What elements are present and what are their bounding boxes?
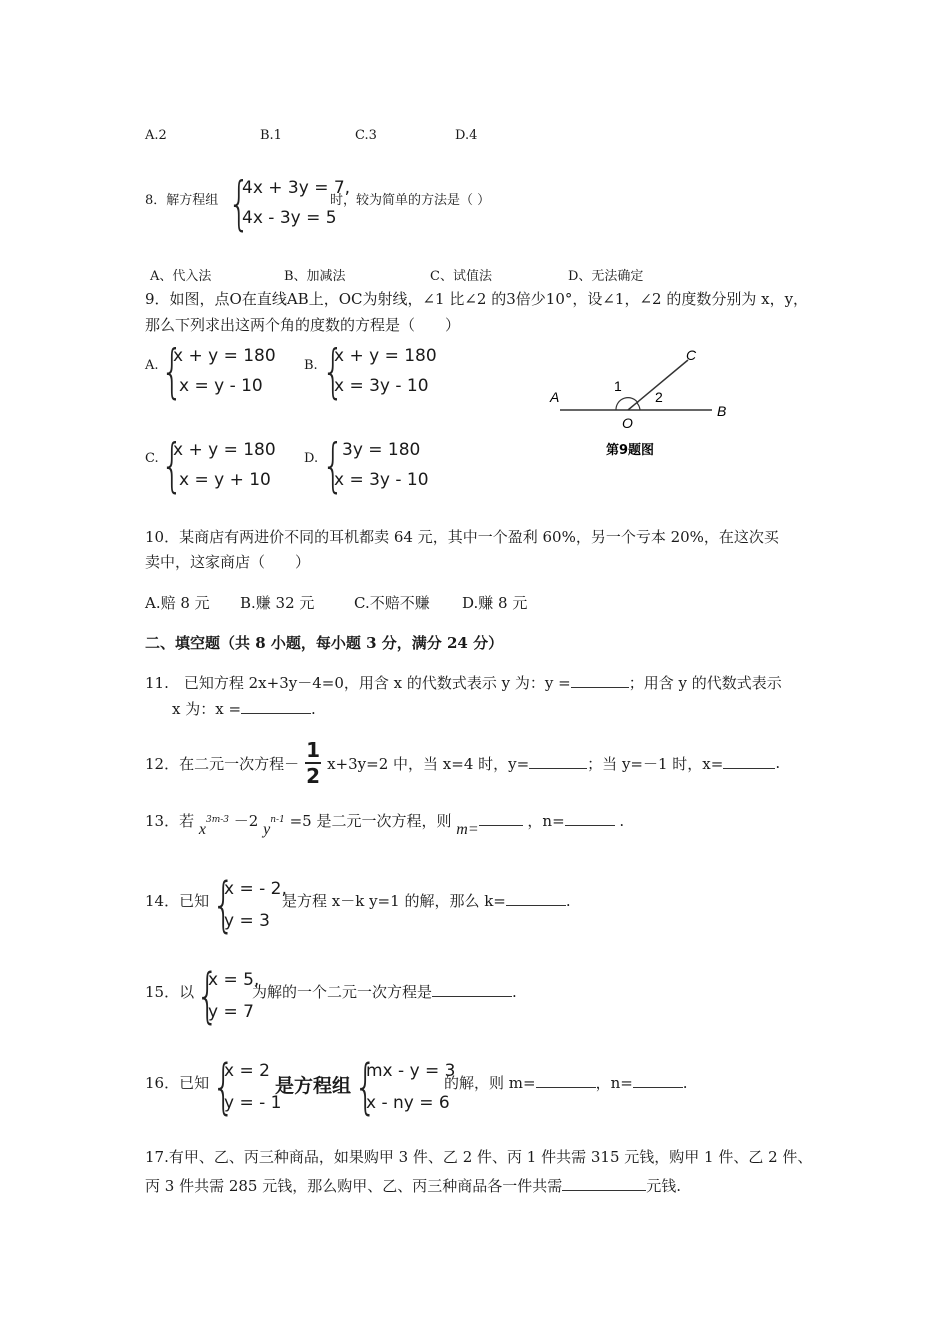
- q16-post: 的解，则 m=: [444, 1074, 536, 1092]
- q15-system: { x = 5, y = 7: [196, 961, 260, 1031]
- q9-c-eq2: x = y + 10: [179, 470, 271, 490]
- q16-eq2: y = - 1: [224, 1093, 282, 1113]
- q10-option-c: C.不赔不赚: [354, 594, 430, 612]
- q17-blank[interactable]: [562, 1190, 646, 1191]
- q13-end: .: [619, 812, 625, 830]
- q14-pre: 14．已知: [145, 892, 210, 910]
- label-b: B: [717, 403, 727, 419]
- q7-option-b: B.1: [260, 128, 282, 143]
- q17-end: 元钱.: [646, 1177, 682, 1195]
- q12-end: .: [775, 754, 781, 772]
- q14-end: .: [565, 892, 571, 910]
- q13-x-exponent: 3m-3: [205, 815, 230, 825]
- q15-end: .: [512, 983, 517, 1001]
- q16-pre: 16．已知: [145, 1074, 210, 1092]
- section-2-title: 二、填空题（共 8 小题，每小题 3 分，满分 24 分）: [145, 634, 504, 652]
- q9-b-eq1: x + y = 180: [334, 346, 437, 366]
- q13-n: ，n=: [527, 812, 565, 830]
- q15-post: 为解的一个二元一次方程是: [252, 983, 433, 1001]
- q12-numerator: 1: [306, 738, 321, 762]
- q12: [145, 740, 780, 786]
- q10-line1: 10．某商店有两进价不同的耳机都卖 64 元，其中一个盈利 60%，另一个亏本 20%，在这次买: [145, 528, 779, 546]
- q13: [145, 810, 625, 838]
- q15-line: [252, 981, 517, 1002]
- q8-option-a: A、代入法: [150, 269, 212, 284]
- q9-option-b-label: B.: [304, 358, 318, 373]
- q9-line2: 那么下列求出这两个角的度数的方程是（ ）: [145, 316, 461, 334]
- q16-eq4: x - ny = 6: [366, 1093, 450, 1113]
- q17-line2: [145, 1175, 681, 1196]
- q12-mid: ；当 y=－1 时，x=: [587, 754, 724, 773]
- q9-line1: 9．如图，点O在直线AB上，OC为射线，∠1 比∠2 的3倍少10°，设∠1，∠2 的度数分别为 x，y，: [145, 290, 809, 308]
- q16-mid: 是方程组: [275, 1075, 352, 1097]
- q13-x: x: [198, 821, 206, 838]
- label-angle-1: 1: [614, 378, 622, 394]
- q9-a-eq1: x + y = 180: [173, 346, 276, 366]
- q11-blank-x[interactable]: [241, 713, 311, 714]
- q12-post: x+3y=2 中，当 x=4 时，y=: [327, 754, 530, 773]
- angle-2-arc: [637, 403, 640, 410]
- q17-text: 丙 3 件共需 285 元钱，那么购甲、乙、丙三种商品各一件共需: [145, 1177, 563, 1195]
- q9-option-a-label: A.: [145, 358, 159, 373]
- q9-d-eq2: x = 3y - 10: [334, 470, 429, 490]
- q11-text2: x 为：x =: [172, 700, 242, 718]
- q11-line1: [145, 672, 782, 693]
- q12-blank-x[interactable]: [723, 768, 775, 769]
- q9-option-d-system: { 3y = 180 x = 3y - 10: [322, 431, 429, 499]
- q9-option-c-system: { x + y = 180 x = y + 10: [161, 431, 276, 499]
- q7-option-d: D.4: [455, 128, 478, 143]
- q14-line: [282, 890, 571, 911]
- q13-y-exponent: n-1: [270, 815, 285, 825]
- q10-option-b: B.赚 32 元: [240, 594, 315, 612]
- q16-solution-system: { x = 2 y = - 1: [212, 1052, 282, 1122]
- q8-eq2: 4x - 3y = 5: [242, 208, 337, 228]
- q8-option-d: D、无法确定: [568, 269, 644, 284]
- q14-eq2: y = 3: [224, 911, 270, 931]
- q8-system: { 4x + 3y = 7, 4x - 3y = 5: [228, 169, 351, 237]
- q7-option-a: A.2: [145, 128, 167, 143]
- q9-figure: [540, 340, 740, 470]
- q12-fraction: [305, 740, 321, 786]
- q15-blank[interactable]: [432, 996, 512, 997]
- q12-denominator: 2: [306, 764, 321, 788]
- q16-end: .: [682, 1074, 688, 1092]
- q15-pre: 15．以: [145, 983, 195, 1001]
- q14-eq1: x = - 2,: [224, 879, 287, 899]
- q11-line2: [172, 698, 316, 719]
- q16-line: [444, 1072, 688, 1093]
- q15-eq1: x = 5,: [208, 970, 260, 990]
- q9-d-eq1: 3y = 180: [342, 440, 421, 460]
- q10-line2: 卖中，这家商店（ ）: [145, 553, 311, 571]
- q9-option-a-system: { x + y = 180 x = y - 10: [161, 337, 276, 405]
- q14-blank-k[interactable]: [506, 905, 566, 906]
- q9-a-eq2: x = y - 10: [179, 376, 263, 396]
- q9-option-b-system: { x + y = 180 x = 3y - 10: [322, 337, 437, 405]
- q11-mid: ；用含 y 的代数式表示: [628, 674, 782, 692]
- q16-eq3: mx - y = 3: [366, 1061, 456, 1081]
- label-o: O: [622, 415, 633, 431]
- q16-blank-n[interactable]: [633, 1087, 683, 1088]
- label-c: C: [686, 347, 697, 363]
- q13-m: m=: [456, 821, 479, 838]
- q13-y: y: [263, 821, 271, 838]
- q12-pre: 12．在二元一次方程－: [145, 754, 300, 773]
- q8-option-b: B、加减法: [284, 269, 346, 284]
- q15-eq2: y = 7: [208, 1002, 254, 1022]
- q8-label: 8．解方程组: [145, 193, 219, 208]
- q9-option-d-label: D.: [304, 451, 319, 466]
- q11-text1: 11. 已知方程 2x+3y－4=0，用含 x 的代数式表示 y 为：y =: [145, 674, 571, 692]
- q8-tail: 时，较为简单的方法是（ ）: [330, 193, 491, 208]
- q9-b-eq2: x = 3y - 10: [334, 376, 429, 396]
- q11-blank-y[interactable]: [571, 687, 629, 688]
- label-a: A: [550, 389, 560, 405]
- q16-blank-m[interactable]: [536, 1087, 596, 1088]
- q16-equation-system: { mx - y = 3 x - ny = 6: [354, 1052, 456, 1122]
- q14-system: { x = - 2, y = 3: [212, 870, 287, 940]
- q8-eq1: 4x + 3y = 7,: [242, 178, 351, 198]
- label-angle-2: 2: [655, 389, 663, 405]
- q7-option-c: C.3: [355, 128, 377, 143]
- q14-post: 是方程 x－k y=1 的解，那么 k=: [282, 892, 506, 910]
- q11-end: .: [311, 700, 316, 718]
- q10-option-d: D.赚 8 元: [462, 594, 528, 612]
- q8-option-c: C、试值法: [430, 269, 492, 284]
- q10-option-a: A.赔 8 元: [145, 594, 210, 612]
- q13-post: =5 是二元一次方程，则: [289, 812, 452, 830]
- figure-caption: 第9题图: [606, 443, 655, 458]
- q13-blank-n[interactable]: [565, 825, 615, 826]
- q9-option-c-label: C.: [145, 451, 159, 466]
- q13-blank-m[interactable]: [479, 825, 523, 826]
- q16-n: ，n=: [595, 1074, 633, 1092]
- q16-eq1: x = 2: [224, 1061, 270, 1081]
- q13-pre: 13．若: [145, 812, 195, 830]
- q17-line1: 17.有甲、乙、丙三种商品，如果购甲 3 件、乙 2 件、丙 1 件共需 315 元钱，购甲 1 件、乙 2 件、: [145, 1148, 813, 1166]
- q12-blank-y[interactable]: [529, 768, 587, 769]
- q13-mid: －2: [233, 812, 259, 830]
- q9-c-eq1: x + y = 180: [173, 440, 276, 460]
